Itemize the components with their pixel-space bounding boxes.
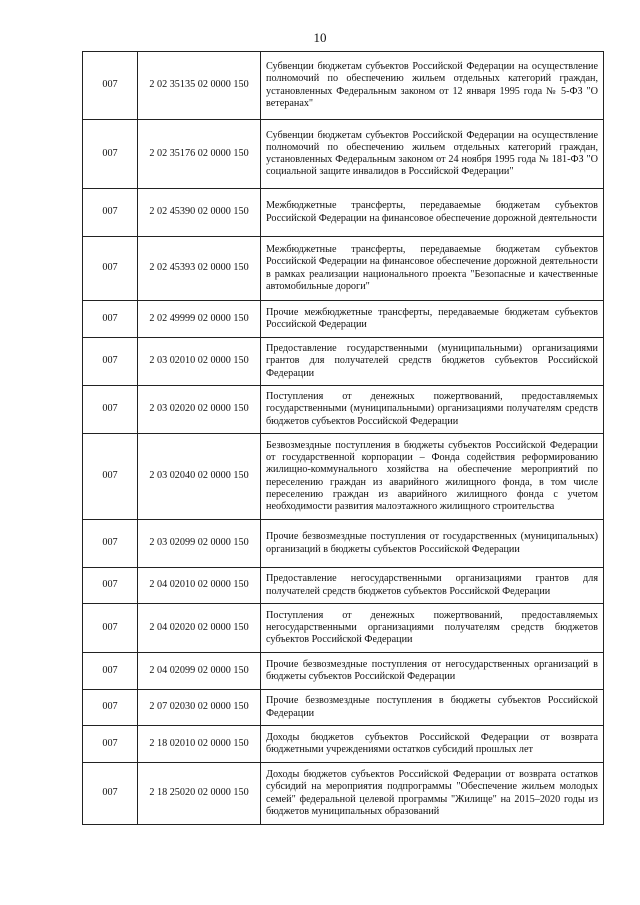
revenue-name-cell: Безвозмездные поступления в бюджеты субъектов Российской Федерации от государственной корпорации – Фонда содействия реформированию жилищно-коммунального хозяйства на обеспечение мероприятий по переселению граждан из аварийного жилищного фонда, в том числе переселению граждан из аварийного жилищного фонда с учетом необходимости развития малоэтажного жилищного строительства — [261, 434, 604, 520]
budget-code-cell: 2 18 25020 02 0000 150 — [138, 763, 261, 825]
revenue-name-cell: Предоставление негосударственными организациями грантов для получателей средств бюджетов субъектов Российской Федерации — [261, 568, 604, 604]
admin-code-cell: 007 — [83, 690, 138, 726]
admin-code-cell: 007 — [83, 604, 138, 653]
revenue-name-cell: Прочие безвозмездные поступления от негосударственных организаций в бюджеты субъектов Российской Федерации — [261, 653, 604, 690]
budget-code-cell: 2 03 02010 02 0000 150 — [138, 338, 261, 386]
page-number: 10 — [313, 30, 327, 45]
budget-code-cell: 2 04 02099 02 0000 150 — [138, 653, 261, 690]
revenue-name-cell: Субвенции бюджетам субъектов Российской Федерации на осуществление полномочий по обеспечению жильем отдельных категорий граждан, установленных Федеральным законом от 12 января 1995 года № 5-ФЗ "О ветеранах" — [261, 52, 604, 120]
revenue-name-cell: Поступления от денежных пожертвований, предоставляемых негосударственными организациями получателям средств бюджетов субъектов Российской Федерации — [261, 604, 604, 653]
budget-code-cell: 2 04 02010 02 0000 150 — [138, 568, 261, 604]
table-row — [83, 520, 604, 568]
table-row — [83, 690, 604, 726]
budget-code-cell: 2 02 49999 02 0000 150 — [138, 301, 261, 338]
table-row — [83, 338, 604, 386]
revenue-name-cell: Поступления от денежных пожертвований, предоставляемых государственными (муниципальными) организациями получателям средств бюджетов субъектов Российской Федерации — [261, 386, 604, 434]
budget-code-cell: 2 07 02030 02 0000 150 — [138, 690, 261, 726]
budget-code-cell: 2 02 35135 02 0000 150 — [138, 52, 261, 120]
admin-code-cell: 007 — [83, 386, 138, 434]
revenue-name-cell: Прочие безвозмездные поступления в бюджеты субъектов Российской Федерации — [261, 690, 604, 726]
table-row — [83, 237, 604, 301]
table-row — [83, 604, 604, 653]
admin-code-cell: 007 — [83, 189, 138, 237]
revenue-name-cell: Межбюджетные трансферты, передаваемые бюджетам субъектов Российской Федерации на финансовое обеспечение дорожной деятельности — [261, 189, 604, 237]
admin-code-cell: 007 — [83, 520, 138, 568]
table-body — [83, 52, 604, 825]
admin-code-cell: 007 — [83, 338, 138, 386]
budget-code-cell: 2 18 02010 02 0000 150 — [138, 726, 261, 763]
admin-code-cell: 007 — [83, 237, 138, 301]
admin-code-cell: 007 — [83, 434, 138, 520]
table-row — [83, 120, 604, 189]
admin-code-cell: 007 — [83, 763, 138, 825]
revenue-name-cell: Доходы бюджетов субъектов Российской Федерации от возврата бюджетными учреждениями остатков субсидий прошлых лет — [261, 726, 604, 763]
admin-code-cell: 007 — [83, 301, 138, 338]
budget-code-cell: 2 02 35176 02 0000 150 — [138, 120, 261, 189]
budget-code-cell: 2 02 45393 02 0000 150 — [138, 237, 261, 301]
revenue-name-cell: Прочие межбюджетные трансферты, передаваемые бюджетам субъектов Российской Федерации — [261, 301, 604, 338]
table-row — [83, 726, 604, 763]
table-row — [83, 386, 604, 434]
table-row — [83, 52, 604, 120]
revenue-name-cell: Межбюджетные трансферты, передаваемые бюджетам субъектов Российской Федерации на финансовое обеспечение дорожной деятельности в рамках реализации национального проекта "Безопасные и качественные автомобильные дороги" — [261, 237, 604, 301]
budget-code-cell: 2 03 02040 02 0000 150 — [138, 434, 261, 520]
table-row — [83, 189, 604, 237]
revenue-name-cell: Предоставление государственными (муниципальными) организациями грантов для получателей средств бюджетов субъектов Российской Федерации — [261, 338, 604, 386]
table-row — [83, 763, 604, 825]
budget-code-cell: 2 03 02020 02 0000 150 — [138, 386, 261, 434]
admin-code-cell: 007 — [83, 653, 138, 690]
revenue-name-cell: Прочие безвозмездные поступления от государственных (муниципальных) организаций в бюджеты субъектов Российской Федерации — [261, 520, 604, 568]
budget-code-cell: 2 02 45390 02 0000 150 — [138, 189, 261, 237]
budget-code-cell: 2 04 02020 02 0000 150 — [138, 604, 261, 653]
budget-code-cell: 2 03 02099 02 0000 150 — [138, 520, 261, 568]
admin-code-cell: 007 — [83, 726, 138, 763]
admin-code-cell: 007 — [83, 120, 138, 189]
table-row — [83, 568, 604, 604]
revenue-name-cell: Доходы бюджетов субъектов Российской Федерации от возврата остатков субсидий на мероприятия подпрограммы "Обеспечение жильем молодых семей" федеральной целевой программы "Жилище" на 2015–2020 годы из бюджетов муниципальных образований — [261, 763, 604, 825]
budget-revenue-table — [82, 51, 604, 825]
table-row — [83, 434, 604, 520]
table-row — [83, 653, 604, 690]
admin-code-cell: 007 — [83, 52, 138, 120]
admin-code-cell: 007 — [83, 568, 138, 604]
table-row — [83, 301, 604, 338]
revenue-name-cell: Субвенции бюджетам субъектов Российской Федерации на осуществление полномочий по обеспечению жильем отдельных категорий граждан, установленных Федеральным законом от 24 ноября 1995 года № 181-ФЗ "О социальной защите инвалидов в Российской Федерации" — [261, 120, 604, 189]
